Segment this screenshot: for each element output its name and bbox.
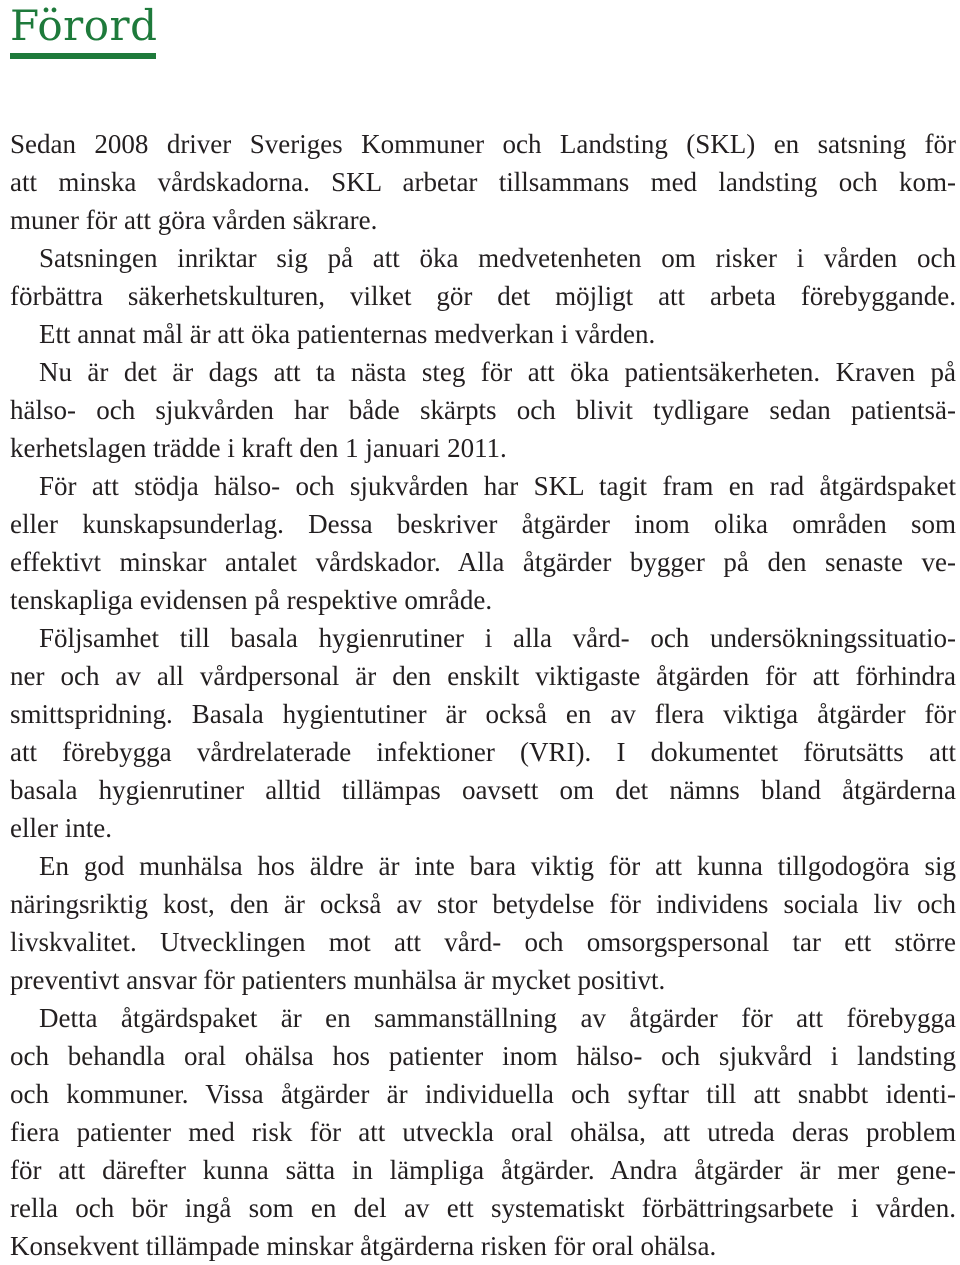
text-line: En god munhälsa hos äldre är inte bara viktig för att kunna tillgodogöra sig: [39, 851, 956, 881]
text-line: eller kunskapsunderlag. Dessa beskriver åtgärder inom olika områden som: [10, 509, 956, 539]
text-line: Konsekvent tillämpade minskar åtgärderna risken för oral ohälsa.: [10, 1231, 717, 1261]
foreword-body: [10, 125, 956, 1265]
text-line: Satsningen inriktar sig på att öka medvetenheten om risker i vården och: [39, 243, 956, 273]
text-line: ner och av all vårdpersonal är den enskilt viktigaste åtgärden för att förhindra: [10, 661, 956, 691]
title-underline: [10, 53, 156, 59]
text-line: basala hygienrutiner alltid tillämpas oavsett om det nämns bland åtgärderna: [10, 775, 956, 805]
text-line: förbättra säkerhetskulturen, vilket gör det möjligt att arbeta förebyggande.: [10, 281, 956, 311]
text-line: Sedan 2008 driver Sveriges Kommuner och Landsting (SKL) en satsning för: [10, 129, 956, 159]
text-line: att minska vårdskadorna. SKL arbetar tillsammans med landsting och kom-: [10, 167, 956, 197]
text-line: och kommuner. Vissa åtgärder är individuella och syftar till att snabbt identi-: [10, 1079, 956, 1109]
document-page: [10, 0, 956, 1261]
text-line: Detta åtgärdspaket är en sammanställning av åtgärder för att förebygga: [39, 1003, 956, 1033]
text-line: näringsriktig kost, den är också av stor betydelse för individens sociala liv och: [10, 889, 956, 919]
text-line: preventivt ansvar för patienters munhälsa är mycket positivt.: [10, 965, 666, 995]
page-title: Förord: [10, 1, 158, 50]
text-line: att förebygga vårdrelaterade infektioner (VRI). I dokumentet förutsätts att: [10, 737, 956, 767]
text-line: livskvalitet. Utvecklingen mot att vård- och omsorgspersonal tar ett större: [10, 927, 956, 957]
text-line: för att därefter kunna sätta in lämpliga åtgärder. Andra åtgärder är mer gene-: [10, 1155, 956, 1185]
text-line: kerhetslagen trädde i kraft den 1 januari 2011.: [10, 433, 507, 463]
text-line: muner för att göra vården säkrare.: [10, 205, 378, 235]
text-line: eller inte.: [10, 813, 112, 843]
text-line: effektivt minskar antalet vårdskador. Alla åtgärder bygger på den senaste ve-: [10, 547, 956, 577]
text-line: fiera patienter med risk för att utveckla oral ohälsa, att utreda deras problem: [10, 1117, 956, 1147]
text-line: och behandla oral ohälsa hos patienter inom hälso- och sjukvård i landsting: [10, 1041, 956, 1071]
text-line: Ett annat mål är att öka patienternas medverkan i vården.: [39, 319, 656, 349]
text-line: hälso- och sjukvården har både skärpts och blivit tydligare sedan patientsä-: [10, 395, 956, 425]
text-line: smittspridning. Basala hygientutiner är också en av flera viktiga åtgärder för: [10, 699, 956, 729]
text-line: rella och bör ingå som en del av ett systematiskt förbättringsarbete i vården.: [10, 1193, 956, 1223]
text-line: tenskapliga evidensen på respektive område.: [10, 585, 493, 615]
text-line: Nu är det är dags att ta nästa steg för att öka patientsäkerheten. Kraven på: [39, 357, 956, 387]
text-line: Följsamhet till basala hygienrutiner i alla vård- och undersökningssituatio-: [39, 623, 956, 653]
text-line: För att stödja hälso- och sjukvården har SKL tagit fram en rad åtgärdspaket: [39, 471, 956, 501]
